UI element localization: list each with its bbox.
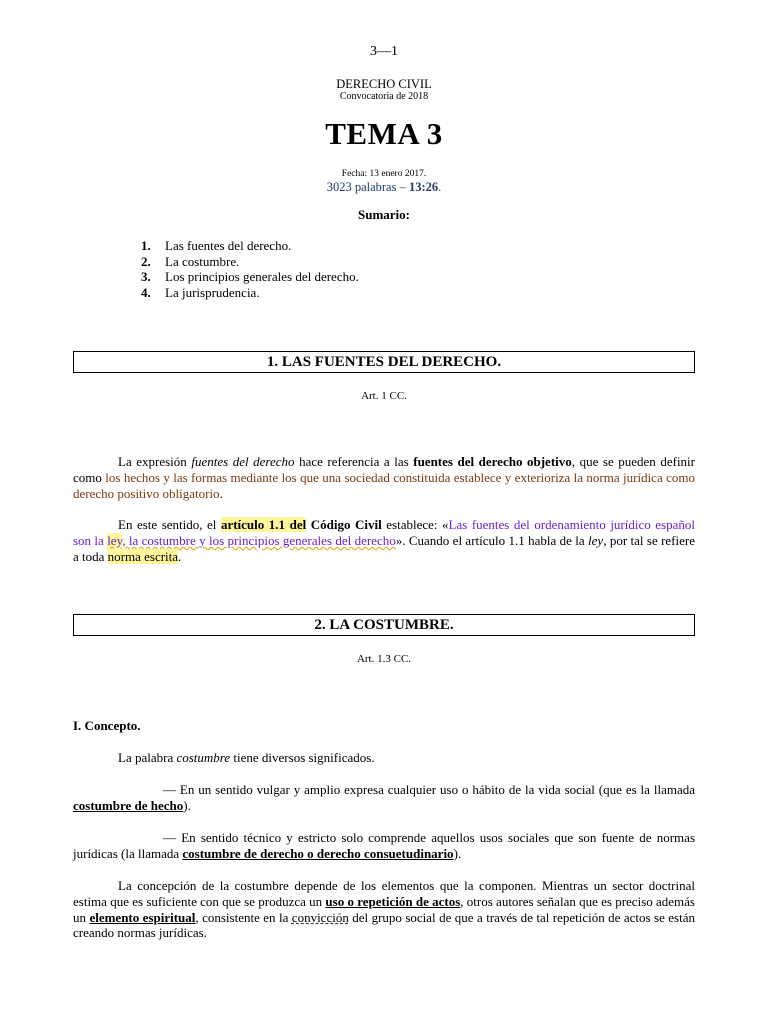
paragraph-sentido-tecnico bbox=[73, 830, 695, 862]
summary-item bbox=[141, 238, 359, 254]
text-run: establece: « bbox=[381, 517, 449, 532]
text-run: , consistente en la bbox=[195, 909, 292, 925]
summary-list bbox=[141, 238, 359, 300]
italic-term: costumbre bbox=[176, 750, 231, 765]
summary-item-number: 1. bbox=[141, 238, 151, 253]
underlined-term: elemento espiritual bbox=[89, 909, 196, 925]
summary-item-number: 4. bbox=[141, 284, 151, 300]
text-run: . bbox=[219, 485, 223, 501]
summary-item-text: Las fuentes del derecho. bbox=[165, 238, 292, 253]
page-number: 3—1 bbox=[370, 44, 398, 59]
paragraph-articulo-1-1 bbox=[73, 517, 695, 564]
paragraph-significados bbox=[73, 750, 695, 766]
text-run: , por tal se refiere a toda bbox=[73, 532, 695, 564]
text-run: ». Cuando el artículo 1.1 habla de la bbox=[395, 532, 589, 548]
quoted-text: Las fuentes del ordenamiento jurídico español son la bbox=[73, 517, 695, 548]
summary-item-text: Los principios generales del derecho. bbox=[165, 269, 359, 284]
summary-item-number: 3. bbox=[141, 269, 151, 284]
summary-heading: Sumario: bbox=[358, 207, 410, 222]
subheading-concepto: I. Concepto. bbox=[73, 718, 141, 733]
definition-text: los hechos y las formas mediante los que una sociedad constituida establece y exterioriza la norma jurídica como derecho positivo obligatorio bbox=[73, 469, 695, 501]
word-count-prefix: 3023 palabras – bbox=[326, 180, 409, 194]
italic-term: fuentes del derecho bbox=[191, 454, 295, 469]
highlighted-text: norma escrita bbox=[107, 548, 179, 564]
text-run: La expresión bbox=[118, 454, 192, 469]
paragraph-sentido-vulgar bbox=[73, 782, 695, 814]
document-title: TEMA 3 bbox=[325, 116, 443, 151]
text-run: , que se pueden definir como bbox=[73, 454, 695, 485]
article-reference: Art. 1 CC. bbox=[361, 390, 407, 402]
text-run: — En sentido técnico y estricto solo comprende aquellos usos sociales que son fuente de normas jurídicas (la llamada bbox=[73, 830, 695, 861]
bold-term: Código Civil bbox=[306, 517, 382, 532]
text-run: tiene diversos significados. bbox=[230, 750, 375, 765]
text-run: , otros autores señalan que es preciso además un bbox=[73, 893, 695, 925]
text-run: La concepción de la costumbre depende de los elementos que la componen. Mientras un sector doctrinal estima que es suficiente con que se produzca un bbox=[73, 878, 695, 909]
summary-item-number: 2. bbox=[141, 253, 151, 269]
paragraph-concepcion bbox=[73, 878, 695, 941]
text-run: La palabra bbox=[118, 750, 177, 765]
quoted-text-highlight: ley bbox=[107, 532, 123, 548]
summary-item-text: La costumbre. bbox=[165, 253, 240, 269]
subject-title: DERECHO CIVIL bbox=[336, 77, 432, 91]
text-run: ). bbox=[453, 845, 462, 861]
paragraph-fuentes-definition bbox=[73, 454, 695, 501]
section-heading-fuentes: 1. LAS FUENTES DEL DERECHO. bbox=[73, 351, 695, 373]
text-run: — En un sentido vulgar y amplio expresa cualquier uso o hábito de la vida social (que es la llamada bbox=[163, 782, 695, 797]
summary-item bbox=[141, 285, 359, 301]
text-run: hace referencia a las bbox=[294, 454, 414, 469]
text-run: En este sentido, el bbox=[118, 517, 221, 532]
summary-item-text: La jurisprudencia. bbox=[165, 284, 260, 300]
underlined-term: costumbre de derecho o derecho consuetudinario bbox=[182, 845, 454, 861]
quoted-text-underlined: , la costumbre y los principios generales del derecho bbox=[122, 532, 396, 548]
text-run: del grupo social de que a través de tal repetición de actos se están creando normas jurídicas. bbox=[73, 909, 695, 941]
text-run: ). bbox=[183, 797, 191, 813]
session-label: Convocatoria de 2018 bbox=[339, 91, 429, 102]
word-count-time: 13:26 bbox=[408, 180, 439, 194]
article-reference: Art. 1.3 CC. bbox=[356, 653, 412, 665]
dotted-underlined-term: convicción bbox=[291, 909, 349, 925]
summary-item bbox=[141, 254, 359, 270]
document-date: Fecha: 13 enero 2017. bbox=[341, 169, 427, 179]
word-count bbox=[0, 180, 768, 195]
highlighted-article: artículo 1.1 del bbox=[220, 517, 307, 532]
bold-term: fuentes del derecho objetivo bbox=[413, 454, 572, 469]
italic-term: ley bbox=[588, 532, 604, 548]
text-run: . bbox=[178, 548, 182, 564]
underlined-term: costumbre de hecho bbox=[73, 797, 184, 813]
section-heading-costumbre: 2. LA COSTUMBRE. bbox=[73, 614, 695, 636]
word-count-suffix: . bbox=[438, 180, 442, 194]
summary-item bbox=[141, 269, 359, 285]
underlined-term: uso o repetición de actos bbox=[325, 893, 461, 909]
